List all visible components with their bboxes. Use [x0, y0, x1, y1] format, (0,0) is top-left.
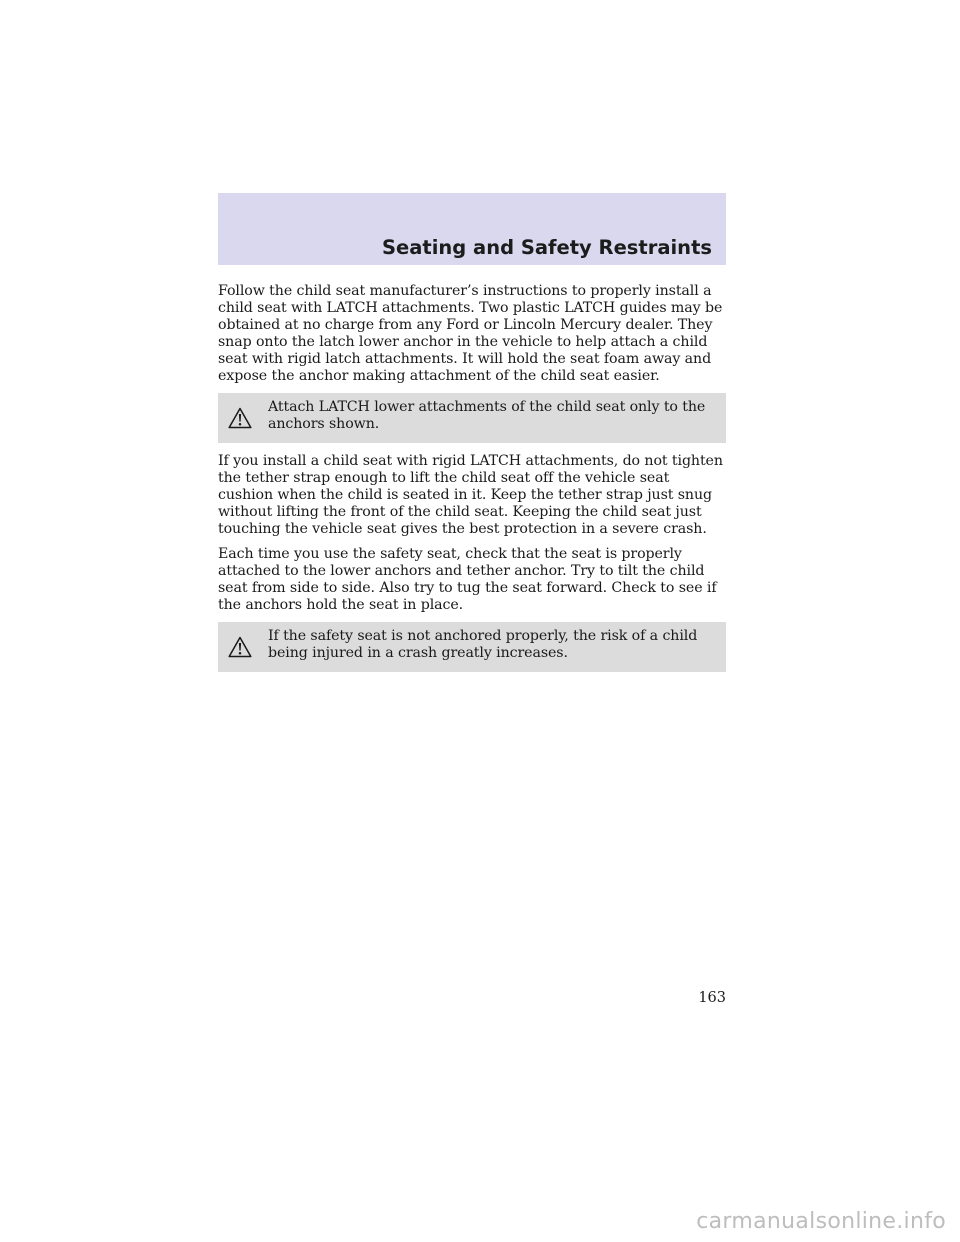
warning-triangle-icon [228, 407, 252, 429]
section-header-band [218, 193, 726, 265]
warning-box [218, 393, 726, 443]
warning-text: If the safety seat is not anchored properly, the risk of a child being injured in a crash greatly increases. [268, 628, 698, 661]
warning-triangle-icon [228, 636, 252, 658]
paragraph-check-seat: Each time you use the safety seat, check that the seat is properly attached to the lower anchors and tether anchor. Try to tilt the child seat from side to side. Also try to tug the seat forward. Check to see if the anchors hold the seat in place. [218, 546, 717, 613]
paragraph-tether-strap: If you install a child seat with rigid LATCH attachments, do not tighten the tether strap enough to lift the child seat off the vehicle seat cushion when the child is seated in it. Keep the tether strap just snug without lifting the front of the child seat. Keeping the child seat just touching the vehicle seat gives the best protection in a severe crash. [218, 453, 723, 537]
warning-box [218, 622, 726, 672]
watermark-link[interactable]: carmanualsonline.info [696, 1209, 946, 1234]
page-number: 163 [698, 990, 726, 1006]
paragraph-latch-guides: Follow the child seat manufacturer’s instructions to properly install a child seat with LATCH attachments. Two plastic LATCH guides may be obtained at no charge from any Ford or Lincoln Mercury dealer. They snap onto the latch lower anchor in the vehicle to help attach a child seat with rigid latch attachments. It will hold the seat foam away and expose the anchor making attachment of the child seat easier. [218, 283, 723, 384]
section-title: Seating and Safety Restraints [381, 236, 712, 259]
page-content [218, 283, 726, 682]
warning-text: Attach LATCH lower attachments of the child seat only to the anchors shown. [268, 399, 706, 432]
